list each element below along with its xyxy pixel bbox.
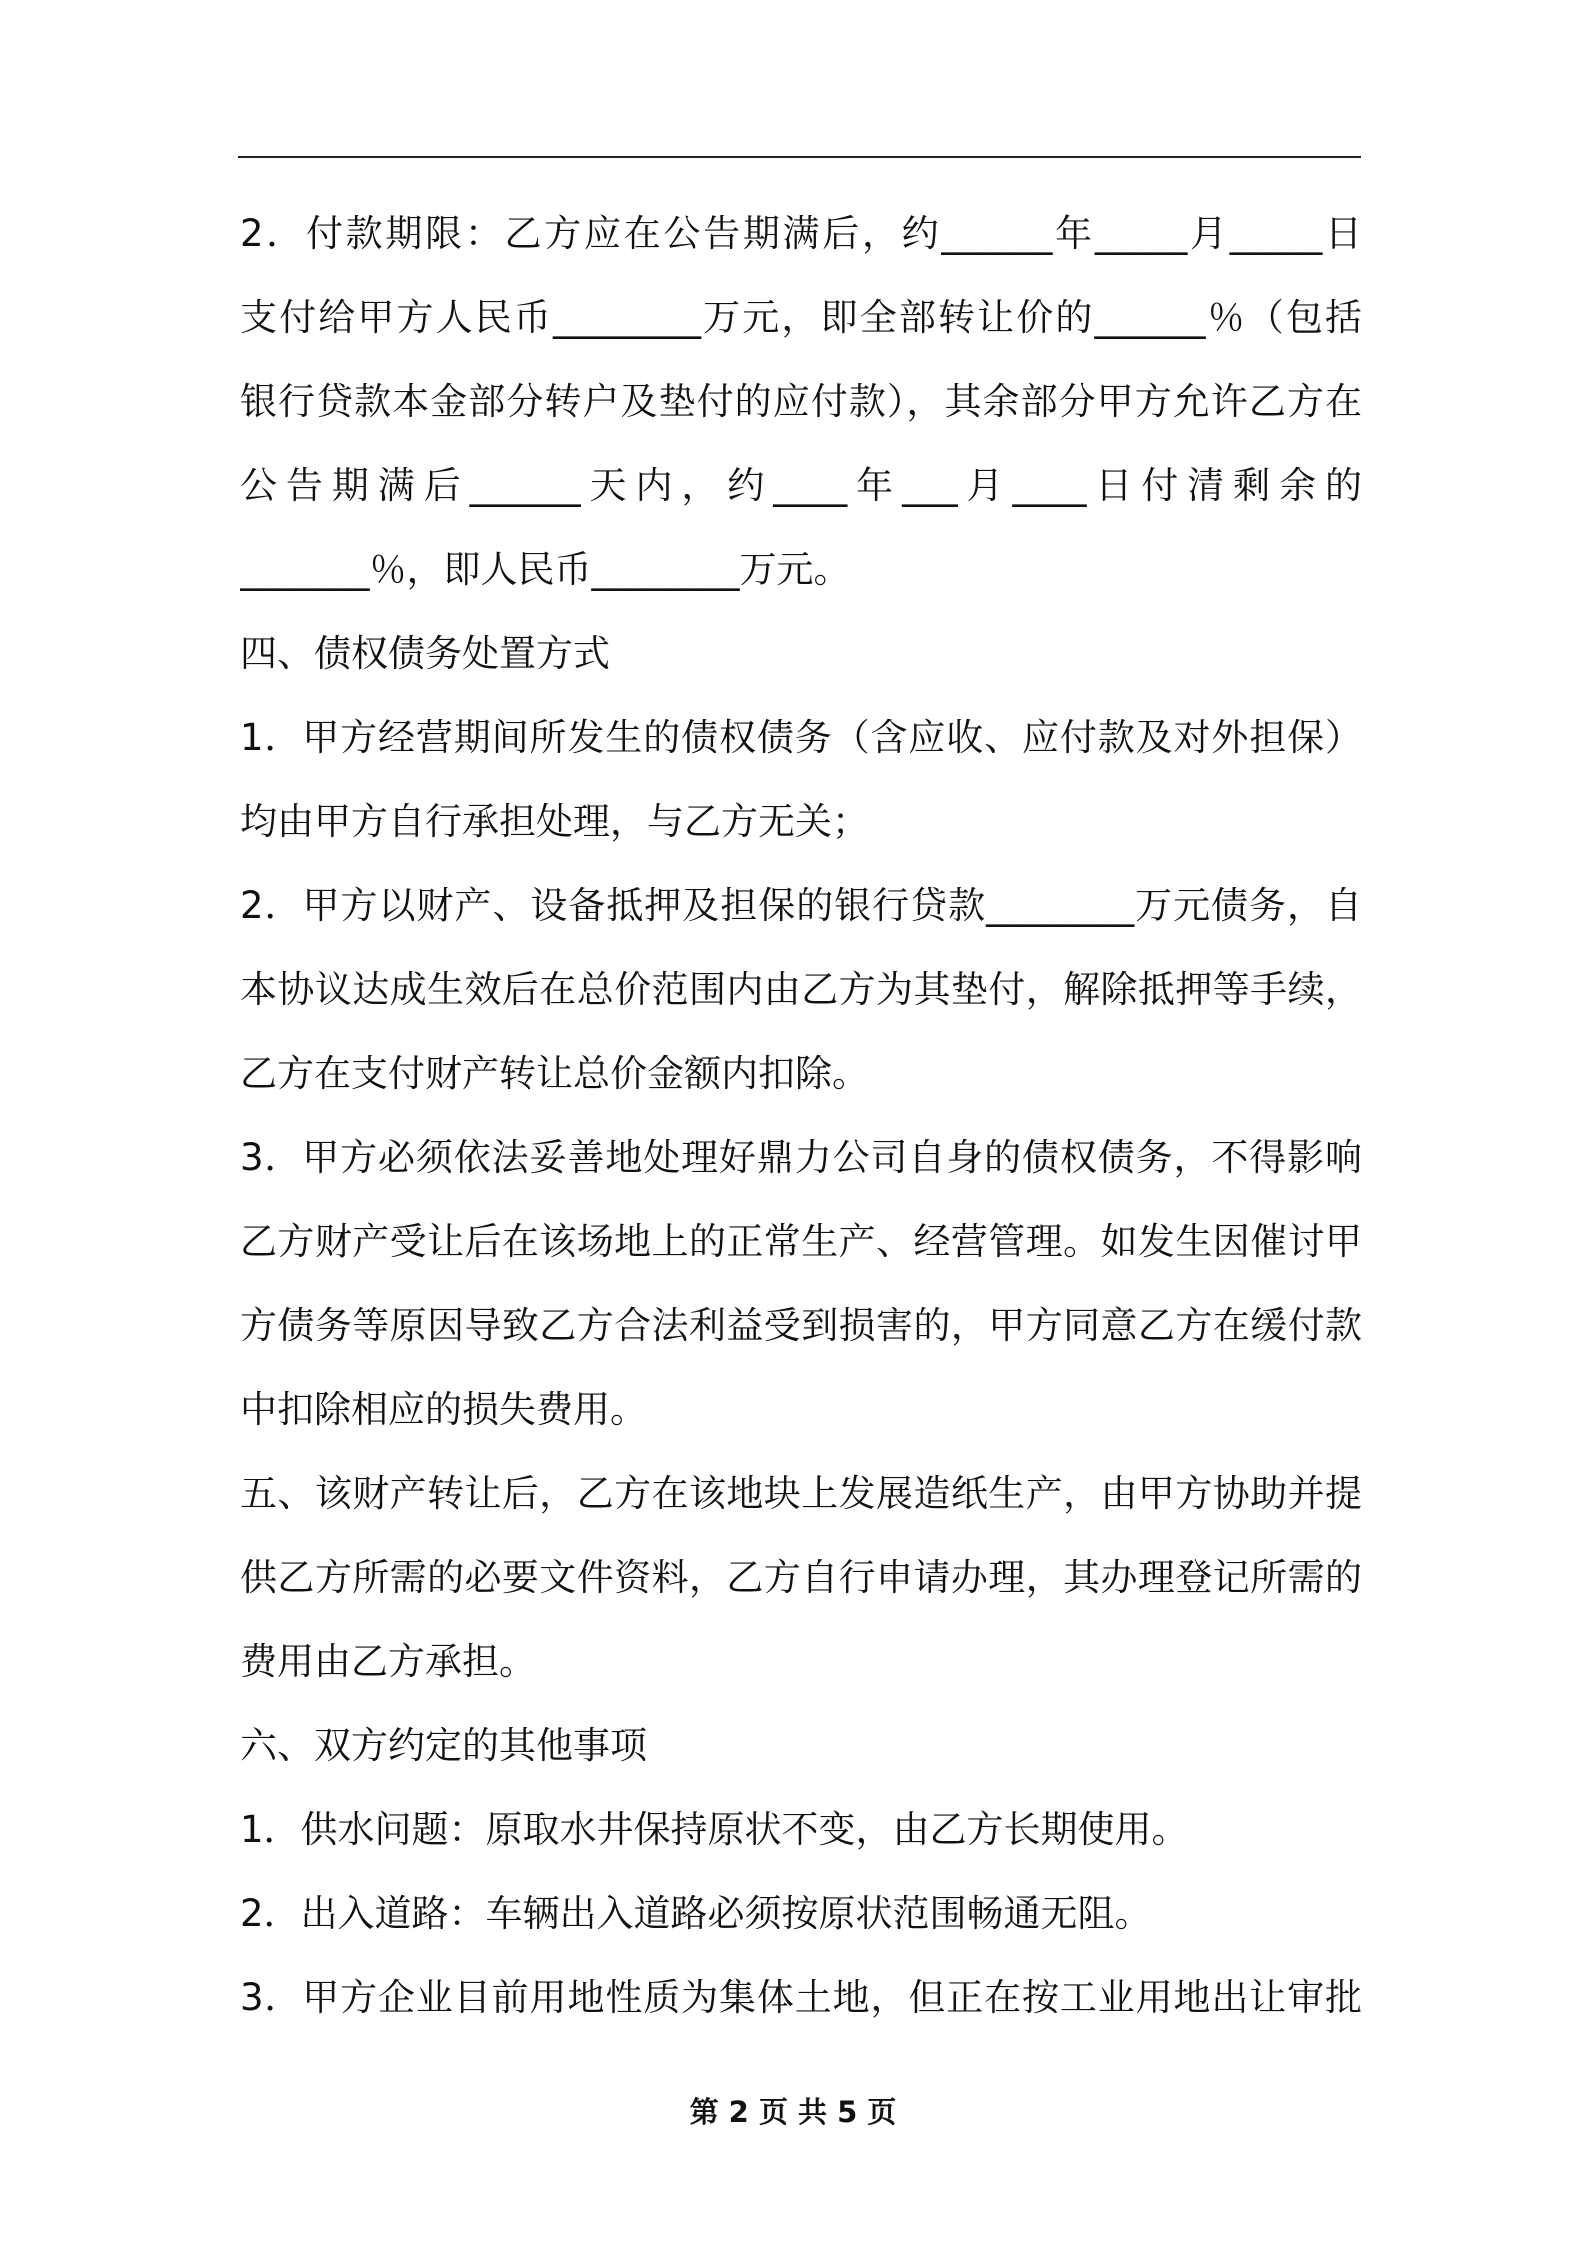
section-heading: 四、债权债务处置方式	[240, 632, 610, 675]
text-line: 2．付款期限：乙方应在公告期满后，约______年_____月_____日	[240, 212, 1362, 255]
text-line: _______％，即人民币________万元。	[240, 548, 851, 591]
text-line: 支付给甲方人民币________万元，即全部转让价的______％（包括	[240, 296, 1362, 339]
text-line: 3．甲方必须依法妥善地处理好鼎力公司自身的债权债务，不得影响	[240, 1136, 1362, 1179]
text-line: 3．甲方企业目前用地性质为集体土地，但正在按工业用地出让审批	[240, 1976, 1362, 2019]
document-body	[240, 192, 1362, 2040]
page-number: 第 2 页 共 5 页	[689, 2095, 897, 2129]
text-line: 2．甲方以财产、设备抵押及担保的银行贷款________万元债务，自	[240, 884, 1362, 927]
text-line: 本协议达成生效后在总价范围内由乙方为其垫付，解除抵押等手续，	[240, 968, 1362, 1011]
text-line: 2．出入道路：车辆出入道路必须按原状范围畅通无阻。	[240, 1892, 1152, 1935]
text-line: 公告期满后______天内，约____年___月____日付清剩余的	[240, 464, 1362, 507]
text-line: 1．供水问题：原取水井保持原状不变，由乙方长期使用。	[240, 1808, 1189, 1851]
text-line: 1．甲方经营期间所发生的债权债务（含应收、应付款及对外担保）	[240, 716, 1362, 759]
text-line: 银行贷款本金部分转户及垫付的应付款），其余部分甲方允许乙方在	[240, 380, 1362, 423]
header-rule	[238, 156, 1361, 158]
section-heading: 六、双方约定的其他事项	[240, 1724, 647, 1767]
text-line: 五、该财产转让后，乙方在该地块上发展造纸生产，由甲方协助并提	[240, 1472, 1362, 1515]
text-line: 乙方财产受让后在该场地上的正常生产、经营管理。如发生因催讨甲	[240, 1220, 1362, 1263]
text-line: 费用由乙方承担。	[240, 1640, 536, 1683]
text-line: 中扣除相应的损失费用。	[240, 1388, 647, 1431]
text-line: 方债务等原因导致乙方合法利益受到损害的，甲方同意乙方在缓付款	[240, 1304, 1362, 1347]
text-line: 供乙方所需的必要文件资料，乙方自行申请办理，其办理登记所需的	[240, 1556, 1362, 1599]
text-line: 均由甲方自行承担处理，与乙方无关；	[240, 800, 869, 843]
text-line: 乙方在支付财产转让总价金额内扣除。	[240, 1052, 869, 1095]
